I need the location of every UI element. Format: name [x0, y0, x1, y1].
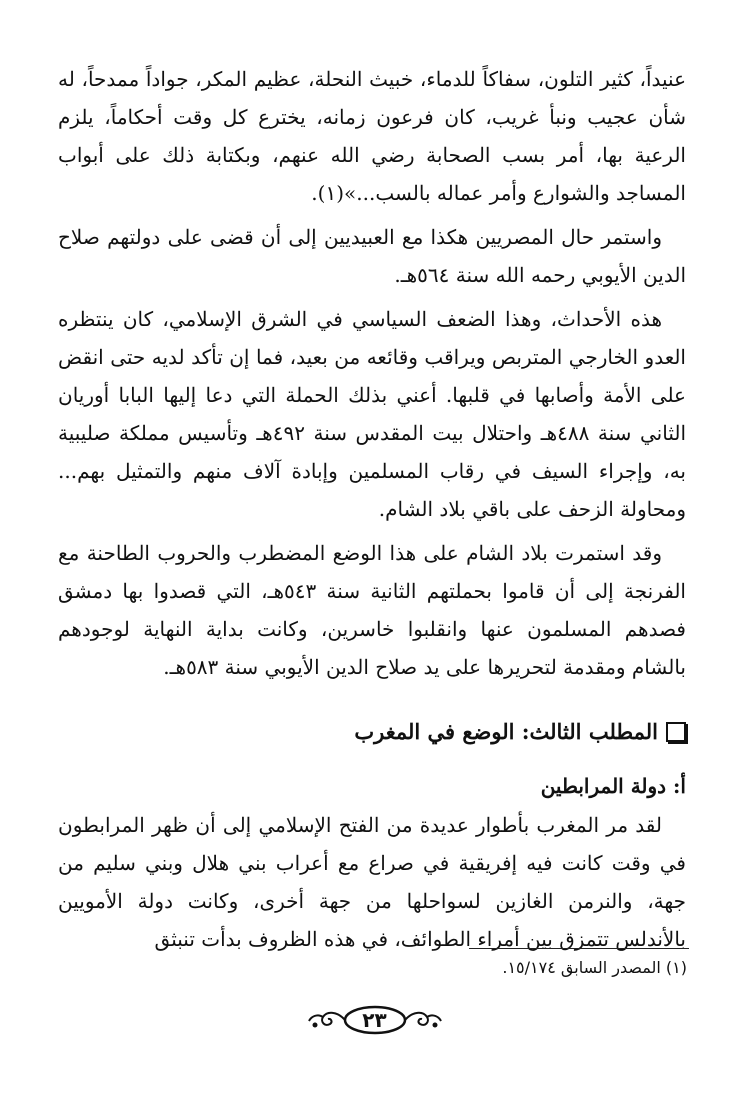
paragraph-5: لقد مر المغرب بأطوار عديدة من الفتح الإسلامي إلى أن ظهر المرابطون في وقت كانت فيه إفريقية في صراع مع أعراب بني هلال وبني سليم من جهة، والنرمن الغازين لسواحلها من جهة أخرى، وكانت دولة الأمويين بالأندلس تتمزق بين أمراء الطوائف، في هذه الظروف بدأت تنبثق — [58, 813, 686, 951]
paragraph-2: واستمر حال المصريين هكذا مع العبيديين إلى أن قضى على دولتهم صلاح الدين الأيوبي رحمه الله سنة ٥٦٤هـ. — [58, 225, 686, 287]
section-heading-text: المطلب الثالث: الوضع في المغرب — [354, 719, 658, 744]
page-number: ٢٣ — [362, 1008, 387, 1032]
section-heading — [58, 712, 686, 752]
paragraph-1: عنيداً، كثير التلون، سفاكاً للدماء، خبيث النحلة، عظيم المكر، جواداً ممدحاً، له شأن عجيب ونبأ غريب، كان فرعون زمانه، يخترع كل وقت أحكاماً، يلزم الرعية بها، أمر بسب الصحابة رضي الله عنهم، وبكتابة ذلك على أبواب المساجد والشوارع وأمر عماله بالسب...»(١). — [58, 67, 686, 205]
paragraph-4: وقد استمرت بلاد الشام على هذا الوضع المضطرب والحروب الطاحنة مع الفرنجة إلى أن قاموا بحملتهم الثانية سنة ٥٤٣هـ، التي قصدوا بها دمشق فصدهم المسلمون عنها وانقلبوا خاسرين، وكانت بداية النهاية لوجودهم بالشام ومقدمة لتحريرها على يد صلاح الدين الأيوبي سنة ٥٨٣هـ. — [58, 541, 686, 679]
footnote-divider — [469, 948, 689, 949]
paragraph-3: هذه الأحداث، وهذا الضعف السياسي في الشرق الإسلامي، كان ينتظره العدو الخارجي المتربص ويراقب وقائعه من بعيد، فما إن تأكد لديه حتى انقض على الأمة وأصابها في قلبها. أعني بذلك الحملة التي دعا إليها البابا أوريان الثاني سنة ٤٨٨هـ واحتلال بيت المقدس سنة ٤٩٢هـ وتأسيس مملكة صليبية به، وإجراء السيف في رقاب المسلمين وإبادة آلاف منهم والتمثيل بهم... ومحاولة الزحف على باقي بلاد الشام. — [58, 307, 686, 521]
page-body — [58, 60, 686, 958]
footnote: (١) المصدر السابق ١٥/١٧٤. — [502, 958, 687, 977]
subheading: أ: دولة المرابطين — [540, 774, 686, 798]
square-bullet-icon — [666, 722, 686, 742]
